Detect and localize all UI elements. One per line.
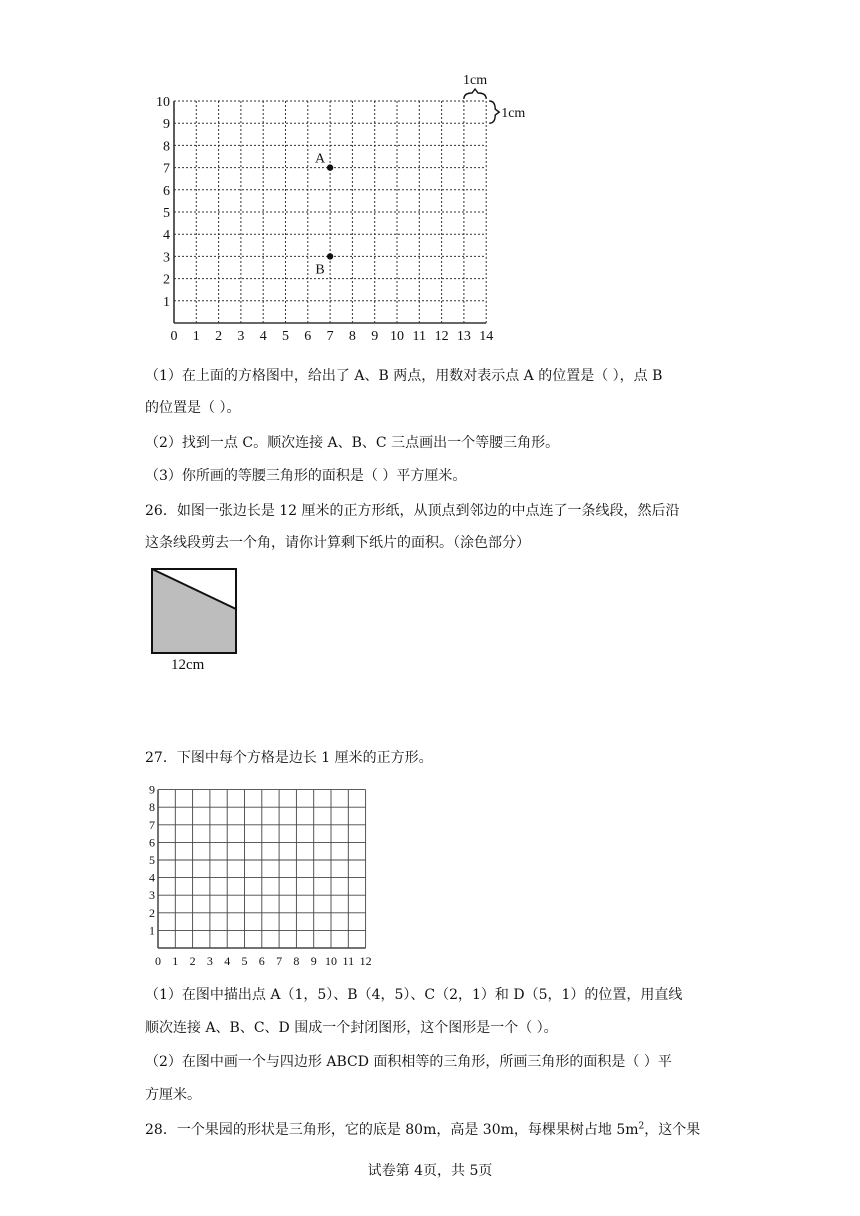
- q27-part2-line2: 方厘米。: [145, 1087, 201, 1103]
- unit-brace-vertical: [489, 101, 499, 123]
- grid1-x-tick-label: 1: [192, 329, 200, 344]
- coordinate-grid-2: [138, 783, 388, 973]
- q27-title: 27．下图中每个方格是边长 1 厘米的正方形。: [145, 750, 433, 766]
- grid1-point: [327, 164, 333, 170]
- grid2-x-tick-label: 12: [359, 954, 372, 968]
- grid1-y-tick-label: 4: [163, 228, 170, 244]
- grid1-y-tick-label: 8: [163, 139, 170, 155]
- q28-text-after: ，这个果: [644, 1122, 701, 1138]
- q25-part2: （2）找到一点 C。顺次连接 A、B、C 三点画出一个等腰三角形。: [145, 435, 560, 451]
- grid2-y-tick-label: 2: [149, 905, 155, 920]
- q25-part1-line1: （1）在上面的方格图中，给出了 A、B 两点，用数对表示点 A 的位置是（ ），点 B: [145, 368, 663, 384]
- grid1-x-tick-label: 3: [237, 329, 245, 344]
- unit-brace-horizontal: [464, 89, 486, 99]
- shaded-region: [152, 569, 236, 653]
- grid1-x-tick-label: 0: [170, 329, 178, 344]
- square-paper-figure: [148, 565, 243, 675]
- grid1-x-tick-label: 13: [456, 329, 471, 344]
- grid1-y-tick-label: 6: [163, 183, 170, 199]
- grid2-x-tick-label: 8: [293, 954, 300, 968]
- grid2-y-tick-label: 1: [149, 923, 155, 938]
- q26-line1: 26．如图一张边长是 12 厘米的正方形纸，从顶点到邻边的中点连了一条线段，然后沿: [145, 503, 680, 519]
- q27-part1-line1: （1）在图中描出点 A（1，5）、B（4，5）、C（2，1）和 D（5，1）的位置，用直线: [145, 987, 683, 1003]
- grid1-y-tick-label: 7: [163, 161, 170, 177]
- unit-label-vertical: 1cm: [501, 106, 526, 122]
- page-footer: 试卷第 4页，共 5页: [367, 1163, 493, 1179]
- grid1-x-tick-label: 2: [215, 329, 223, 344]
- grid1-y-tick-label: 10: [156, 95, 170, 110]
- grid2-x-tick-label: 10: [325, 954, 337, 968]
- grid2-y-tick-label: 9: [149, 783, 155, 797]
- q28-superscript: 2: [638, 1121, 645, 1132]
- grid2-x-tick-label: 7: [276, 954, 283, 968]
- q25-part1-line2: 的位置是（ ）。: [145, 400, 241, 416]
- q28-line1: [145, 1120, 725, 1140]
- grid2-y-tick-label: 7: [149, 817, 155, 832]
- grid1-y-tick-label: 2: [163, 272, 170, 288]
- grid1-x-tick-label: 7: [326, 329, 334, 344]
- q25-part3: （3）你所画的等腰三角形的面积是（ ）平方厘米。: [145, 468, 467, 484]
- grid1-x-tick-label: 14: [479, 329, 494, 344]
- q28-text-before: 28．一个果园的形状是三角形，它的底是 80m，高是 30m，每棵果树占地 5m: [145, 1122, 639, 1138]
- grid2-x-tick-label: 3: [206, 954, 213, 968]
- grid2-y-tick-label: 6: [149, 835, 155, 850]
- grid2-y-tick-label: 3: [149, 888, 155, 903]
- grid1-point: [327, 253, 333, 259]
- grid2-y-tick-label: 4: [149, 870, 155, 885]
- grid2-x-tick-label: 6: [258, 954, 265, 968]
- grid2-x-tick-label: 1: [172, 954, 179, 968]
- q27-part2-line1: （2）在图中画一个与四边形 ABCD 面积相等的三角形，所画三角形的面积是（ ）平: [145, 1054, 672, 1070]
- grid2-x-tick-label: 2: [189, 954, 196, 968]
- grid1-point-label: A: [315, 151, 326, 167]
- grid1-y-tick-label: 5: [163, 206, 170, 221]
- grid1-x-tick-label: 4: [259, 329, 267, 344]
- grid1-x-tick-label: 11: [412, 329, 427, 344]
- grid1-x-tick-label: 6: [304, 329, 312, 344]
- grid1-x-tick-label: 12: [434, 329, 449, 344]
- grid2-x-tick-label: 5: [241, 954, 248, 968]
- grid1-x-tick-label: 5: [282, 329, 289, 344]
- grid1-y-tick-label: 3: [163, 250, 170, 266]
- grid2-x-tick-label: 0: [155, 954, 161, 968]
- grid1-x-tick-label: 8: [348, 329, 356, 344]
- grid2-x-tick-label: 11: [342, 954, 355, 968]
- coordinate-grid-1: [140, 68, 540, 353]
- side-length-label: 12cm: [171, 657, 205, 673]
- q26-line2: 这条线段剪去一个角，请你计算剩下纸片的面积。（涂色部分）: [145, 535, 530, 551]
- grid2-y-tick-label: 8: [149, 800, 155, 815]
- grid1-x-tick-label: 9: [371, 329, 379, 344]
- grid1-y-tick-label: 9: [163, 117, 170, 133]
- grid1-point-label: B: [315, 262, 325, 278]
- grid2-y-tick-label: 5: [149, 853, 155, 867]
- grid1-x-tick-label: 10: [390, 329, 404, 344]
- grid2-x-tick-label: 4: [224, 954, 231, 968]
- q27-part1-line2: 顺次连接 A、B、C、D 围成一个封闭图形，这个图形是一个（ ）。: [145, 1020, 558, 1036]
- grid1-y-tick-label: 1: [163, 294, 170, 310]
- unit-label-horizontal: 1cm: [462, 73, 488, 88]
- grid2-x-tick-label: 9: [310, 954, 317, 968]
